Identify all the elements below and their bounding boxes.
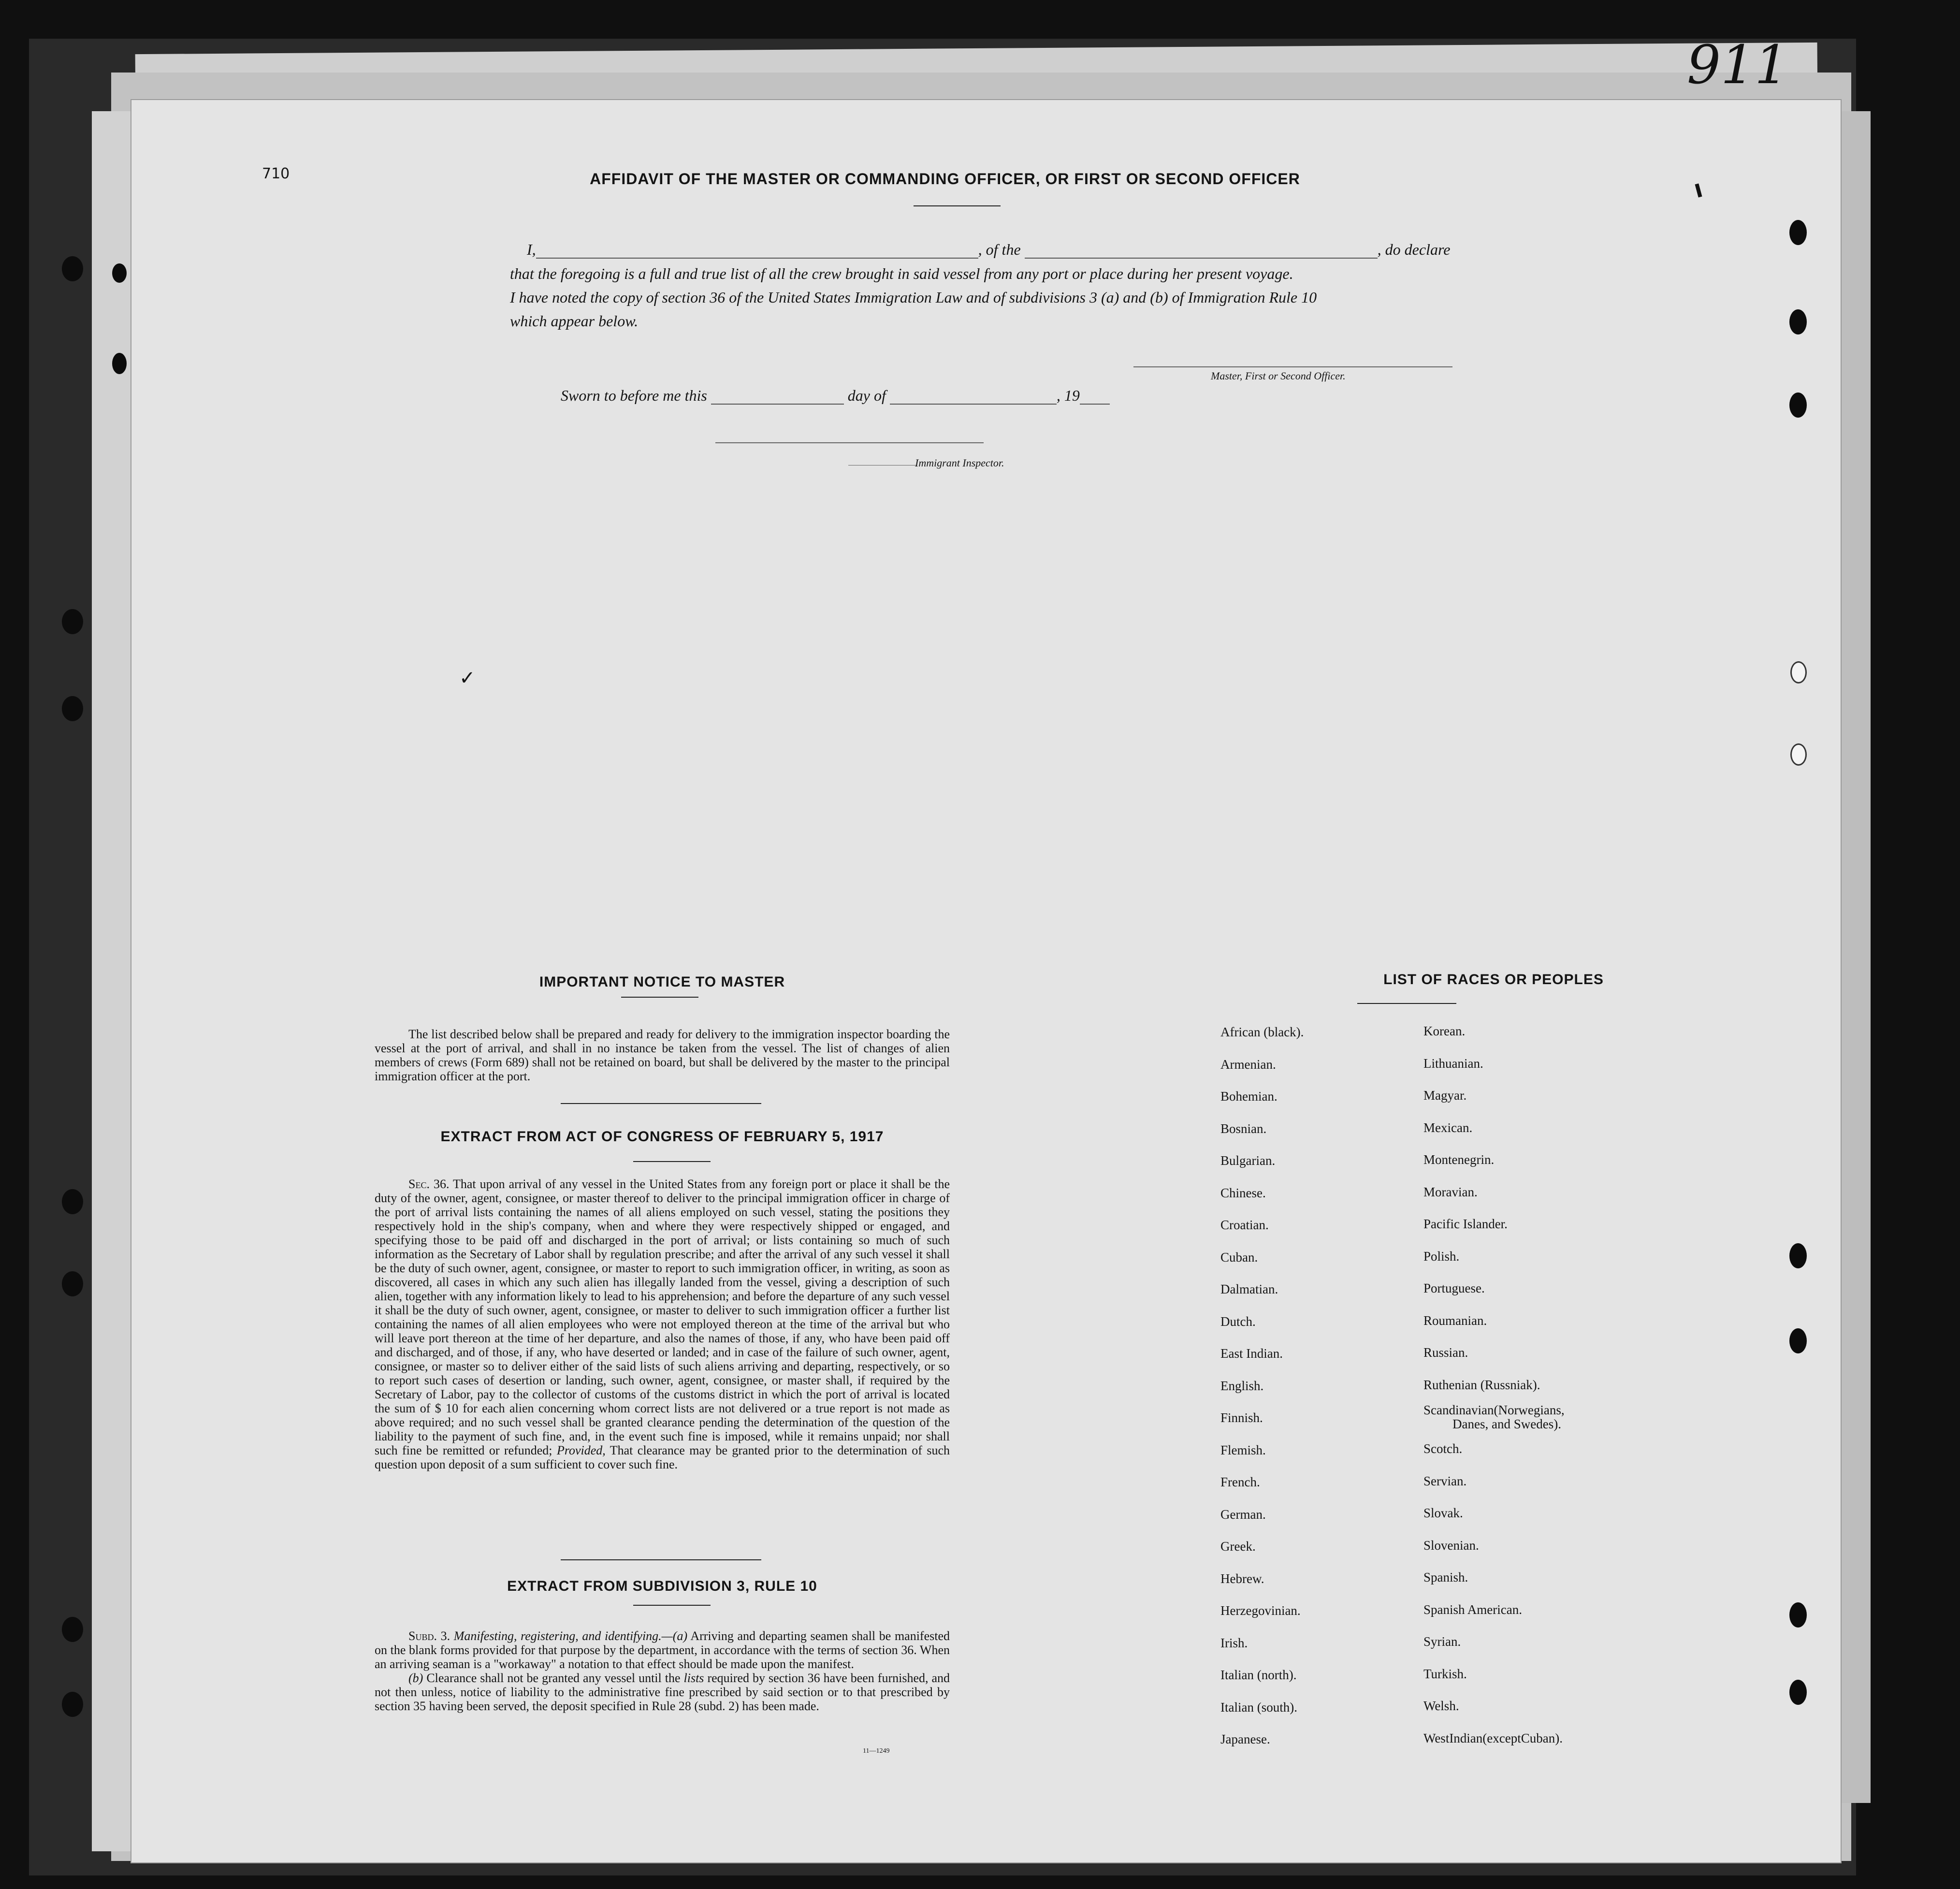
binder-hole-left <box>62 1692 83 1717</box>
subd-b-label: (b) <box>408 1671 423 1685</box>
extract-rule-text <box>375 1629 950 1713</box>
of-the-label: , of the <box>978 241 1021 258</box>
binder-hole-right <box>1789 1243 1807 1268</box>
race-item: Cuban. <box>1220 1250 1258 1264</box>
binder-hole-right <box>1789 220 1807 245</box>
race-item: Bohemian. <box>1220 1089 1278 1104</box>
divider <box>633 1605 711 1606</box>
divider <box>561 1559 761 1560</box>
sworn-label: Sworn to before me this <box>561 387 707 404</box>
race-item: Japanese. <box>1220 1732 1270 1746</box>
subd-label: Subd. 3. <box>408 1629 450 1643</box>
binder-hole-right <box>1789 392 1807 418</box>
notice-paragraph: The list described below shall be prepared and ready for delivery to the immigration inspector boarding the vessel at the port of arrival, and shall in no instance be taken from the vessel. The list of changes of alien members of crews (Form 689) shall not be retained on board, but shall be delivered by the master to the principal immigration officer at the port. <box>375 1027 950 1083</box>
month-blank[interactable] <box>890 404 1057 405</box>
divider <box>914 205 1001 206</box>
race-item: Flemish. <box>1220 1442 1266 1457</box>
binder-hole-left <box>62 1271 83 1296</box>
year-label: , 19 <box>1056 387 1080 404</box>
race-item: Turkish. <box>1423 1666 1467 1681</box>
race-item: Roumanian. <box>1423 1313 1487 1328</box>
race-item: Scandinavian(Norwegians, <box>1423 1403 1565 1417</box>
binder-hole-left <box>112 353 127 374</box>
race-item: Italian (north). <box>1220 1668 1297 1682</box>
race-item: Herzegovinian. <box>1220 1603 1301 1618</box>
extract-act-title: EXTRACT FROM ACT OF CONGRESS OF FEBRUARY 5, 1917 <box>440 1129 884 1145</box>
race-item: Syrian. <box>1423 1634 1461 1649</box>
race-item: Dutch. <box>1220 1314 1256 1329</box>
form-number: 11—1249 <box>863 1747 890 1755</box>
day-blank[interactable] <box>711 404 844 405</box>
race-item: German. <box>1220 1507 1266 1522</box>
right-page-edge <box>1842 111 1871 1803</box>
name-blank[interactable] <box>536 258 978 259</box>
inspector-signature-line[interactable] <box>715 442 984 443</box>
handwritten-page-number: 911 <box>1687 34 1788 96</box>
race-item: Spanish. <box>1423 1570 1468 1584</box>
binder-hole-left <box>62 1617 83 1642</box>
race-item: Lithuanian. <box>1423 1056 1483 1071</box>
divider <box>621 997 698 998</box>
race-item-scandinavian <box>1423 1401 1565 1433</box>
subd-b-text-2: required by section 36 have been furnished, and not then unless, notice of liability to the administrative fine prescribed by said section or to that prescribed by section 35 having been served, the deposit specified in Rule 28 (subd. 2) has been made. <box>375 1671 950 1713</box>
notice-title: IMPORTANT NOTICE TO MASTER <box>539 974 785 990</box>
sec-label: Sec. 36. <box>408 1177 450 1191</box>
year-blank[interactable] <box>1080 404 1110 405</box>
subd-a-text: Arriving and departing seamen shall be manifested on the blank forms provided for that purpose by the department, in accordance with the terms of section 36. When an arriving seaman is a "workaway" a notation to that effect should be made upon the manifest. <box>375 1629 950 1671</box>
lists-word: lists <box>683 1671 704 1685</box>
race-item: Magyar. <box>1423 1088 1467 1103</box>
sworn-line <box>561 387 1110 405</box>
subd-heading: Manifesting, registering, and identifying.—(a) <box>453 1629 688 1643</box>
race-item: WestIndian(exceptCuban). <box>1423 1730 1563 1745</box>
extract-act-text <box>375 1177 950 1471</box>
vessel-blank[interactable] <box>1025 258 1378 259</box>
races-title: LIST OF RACES OR PEOPLES <box>1383 972 1604 988</box>
race-item: Danes, and Swedes). <box>1452 1417 1561 1431</box>
affidavit-line-3: which appear below. <box>510 312 639 330</box>
affidavit-line-1: that the foregoing is a full and true list of all the crew brought in said vessel from any port or place during her present voyage. <box>510 265 1293 282</box>
affidavit-line-i <box>527 241 1450 259</box>
i-label: I, <box>527 241 536 258</box>
binder-hole-left <box>62 609 83 634</box>
binder-hole-right-open <box>1790 743 1807 766</box>
race-item: Montenegrin. <box>1423 1152 1495 1167</box>
binder-hole-left <box>62 1189 83 1214</box>
day-of-label: day of <box>847 387 886 404</box>
affidavit-line-2: I have noted the copy of section 36 of the United States Immigration Law and of subdivisions 3 (a) and (b) of Immigration Rule 10 <box>510 289 1317 306</box>
race-item: Ruthenian (Russniak). <box>1423 1377 1540 1392</box>
binder-hole-right <box>1789 309 1807 334</box>
divider <box>1357 1003 1456 1004</box>
master-caption: Master, First or Second Officer. <box>1211 370 1346 382</box>
race-item: Spanish American. <box>1423 1602 1522 1617</box>
left-page-edge <box>92 111 131 1851</box>
race-item: Slovenian. <box>1423 1538 1479 1553</box>
race-item: Korean. <box>1423 1024 1466 1038</box>
notice-text <box>375 1027 950 1083</box>
binder-hole-left <box>112 263 127 283</box>
binder-hole-right <box>1789 1602 1807 1627</box>
race-item: Armenian. <box>1220 1057 1276 1072</box>
subd-b-text-1: Clearance shall not be granted any vessel until the <box>426 1671 681 1685</box>
race-item: Finnish. <box>1220 1410 1263 1425</box>
check-mark: ✓ <box>459 667 476 689</box>
race-item: Moravian. <box>1423 1184 1478 1199</box>
binder-hole-right <box>1789 1328 1807 1353</box>
master-signature-line[interactable] <box>1133 366 1452 367</box>
race-item: Portuguese. <box>1423 1281 1485 1295</box>
binder-hole-left <box>62 256 83 281</box>
race-item: Pacific Islander. <box>1423 1217 1508 1231</box>
binder-hole-right <box>1789 1680 1807 1705</box>
divider <box>561 1103 761 1104</box>
race-item: Greek. <box>1220 1539 1256 1554</box>
races-right-column <box>1423 1015 1565 1754</box>
affidavit-title: AFFIDAVIT OF THE MASTER OR COMMANDING OFFICER, OR FIRST OR SECOND OFFICER <box>590 170 1300 188</box>
sec-36-text-end: That clearance may be granted prior to the determination of such question upon deposit of a sum sufficient to cover such fine. <box>375 1443 950 1471</box>
race-item: French. <box>1220 1475 1260 1489</box>
race-item: Bulgarian. <box>1220 1153 1276 1168</box>
race-item: East Indian. <box>1220 1346 1283 1361</box>
race-item: Dalmatian. <box>1220 1282 1278 1296</box>
binder-hole-left <box>62 696 83 721</box>
provided-label: Provided, <box>556 1443 606 1457</box>
race-item: Chinese. <box>1220 1185 1266 1200</box>
divider <box>633 1161 711 1162</box>
form-mark: 710 <box>262 165 290 182</box>
race-item: Croatian. <box>1220 1218 1269 1232</box>
race-item: Welsh. <box>1423 1699 1459 1713</box>
sec-36-text: That upon arrival of any vessel in the United States from any foreign port or place it shall be the duty of the owner, agent, consignee, or master thereof to deliver to the principal immigration officer in charge of the port of arrival lists containing the names of all aliens employed on such vessel, stating the positions they respectively hold in the ship's company, when and where they were respectively shipped or engaged, and specifying those to be paid off and discharged in the port of arrival; or lists containing so much of such information as the Secretary of Labor shall by regulation prescribe; and after the arrival of any such vessel it shall be the duty of such owner, agent, consignee, or master to report to such immigration officer, in writing, as soon as discovered, all cases in which any such alien has illegally landed from the vessel, giving a description of such alien, together with any information likely to lead to his apprehension; and before the departure of any such vessel it shall be the duty of such owner, agent, consignee, or master to deliver to such immigration officer a further list containing the names of all alien employees who were not employed thereon at the time of the arrival but who will leave port thereon at the time of her departure, and also the names of those, if any, who have been paid off and discharged, and of those, if any, who have deserted or landed; and in case of the failure of such owner, agent, consignee, or master so to deliver either of the said lists of such aliens arriving and departing, respectively, or so to report such cases of desertion or landing, such owner, agent, consignee, or master shall, if required by the Secretary of Labor, pay to the collector of customs of the customs district in which the port of arrival is located the sum of $ 10 for each alien concerning whom correct lists are not delivered or a true report is not made as above required; and no such vessel shall be granted clearance pending the determination of the question of the liability to the payment of such fine, and, in the event such fine is imposed, while it remains unpaid; nor shall such fine be remitted or refunded; <box>375 1177 950 1457</box>
race-item: English. <box>1220 1378 1264 1393</box>
race-item: Servian. <box>1423 1473 1467 1488</box>
race-item: African (black). <box>1220 1025 1304 1039</box>
inspector-caption: Immigrant Inspector. <box>915 457 1004 469</box>
race-item: Bosnian. <box>1220 1121 1267 1136</box>
race-item: Mexican. <box>1423 1120 1473 1135</box>
race-item: Italian (south). <box>1220 1700 1297 1715</box>
race-item: Russian. <box>1423 1345 1468 1360</box>
race-item: Scotch. <box>1423 1441 1463 1456</box>
race-item: Hebrew. <box>1220 1571 1264 1586</box>
extract-rule-title: EXTRACT FROM SUBDIVISION 3, RULE 10 <box>507 1578 817 1594</box>
do-declare-label: , do declare <box>1377 241 1451 258</box>
races-left-column <box>1220 1016 1304 1756</box>
binder-hole-right-open <box>1790 661 1807 683</box>
race-item: Irish. <box>1220 1635 1248 1650</box>
race-item: Polish. <box>1423 1249 1460 1264</box>
race-item: Slovak. <box>1423 1506 1463 1520</box>
